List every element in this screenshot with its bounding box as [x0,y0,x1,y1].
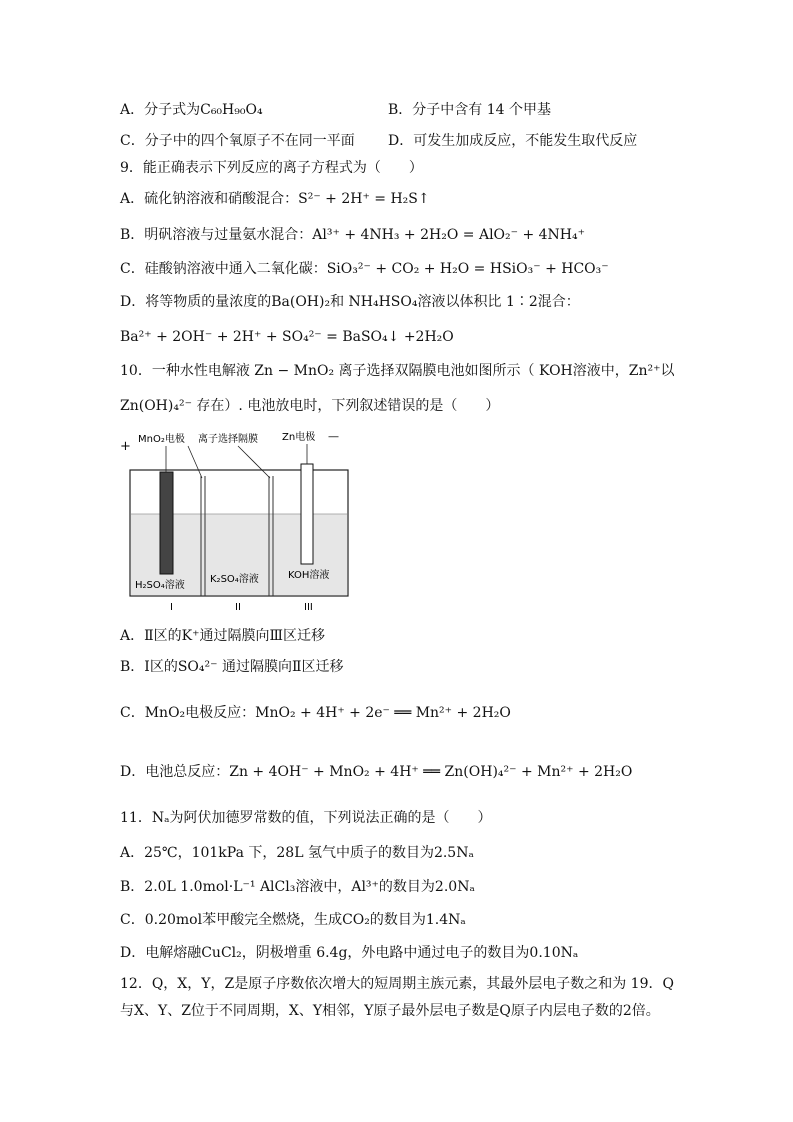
mno2-electrode [160,472,173,574]
q9-option-c: C．硅酸钠溶液中通入二氧化碳：SiO₃²⁻ + CO₂ + H₂O = HSiO₃⁻ + HCO₃⁻ [120,261,609,277]
q10-stem-line2: Zn(OH)₄²⁻ 存在）. 电池放电时，下列叙述错误的是（ ） [120,398,500,414]
q8-option-d: D．可发生加成反应，不能发生取代反应 [388,133,638,149]
q9-option-a: A．硫化钠溶液和硝酸混合：S²⁻ + 2H⁺ = H₂S↑ [120,191,430,207]
q10-option-b: B．Ⅰ区的SO₄²⁻ 通过隔膜向Ⅱ区迁移 [120,659,344,675]
zn-electrode-label: Zn电极 [282,432,316,443]
q8-option-a: A．分子式为C₆₀H₉₀O₄ [120,102,263,118]
zone-3-label: III [304,602,313,613]
q9-stem: 9．能正确表示下列反应的离子方程式为（ ） [120,160,423,176]
zn-electrode [301,464,313,564]
negative-terminal: — [328,430,339,443]
q9-option-b: B．明矾溶液与过量氨水混合：Al³⁺ + 4NH₃ + 2H₂O = AlO₂⁻ + 4NH₄⁺ [120,227,586,243]
zone-1-label: I [170,602,173,613]
q8-option-c: C．分子中的四个氧原子不在同一平面 [120,133,355,149]
q12-line2: 与X、Y、Z位于不同周期，X、Y相邻，Y原子最外层电子数是Q原子内层电子数的2倍。 [120,1003,660,1019]
q10-option-c: C．MnO₂电极反应：MnO₂ + 4H⁺ + 2e⁻ ══ Mn²⁺ + 2H₂O [120,705,511,721]
q11-stem: 11．Nₐ为阿伏加德罗常数的值，下列说法正确的是（ ） [120,810,492,826]
q10-option-d: D．电池总反应：Zn + 4OH⁻ + MnO₂ + 4H⁺ ══ Zn(OH)₄²⁻ + Mn²⁺ + 2H₂O [120,764,633,780]
battery-diagram [118,428,358,614]
k2so4-solution-label: K₂SO₄溶液 [210,574,259,585]
q9-option-d-equation: Ba²⁺ + 2OH⁻ + 2H⁺ + SO₄²⁻ = BaSO₄↓ +2H₂O [120,329,454,345]
q11-option-a: A．25℃，101kPa 下，28L 氢气中质子的数目为2.5Nₐ [120,845,474,861]
q11-option-b: B．2.0L 1.0mol·L⁻¹ AlCl₃溶液中，Al³⁺的数目为2.0Nₐ [120,879,475,895]
koh-solution-label: KOH溶液 [288,570,330,581]
q8-option-b: B．分子中含有 14 个甲基 [388,102,552,118]
q11-option-d: D．电解熔融CuCl₂，阴极增重 6.4g，外电路中通过电子的数目为0.10Nₐ [120,945,579,961]
q12-line1: 12．Q，X，Y，Z是原子序数依次增大的短周期主族元素，其最外层电子数之和为 19．Q [120,976,674,992]
membrane-label: 离子选择隔膜 [198,434,258,445]
q11-option-c: C．0.20mol苯甲酸完全燃烧，生成CO₂的数目为1.4Nₐ [120,912,466,928]
q10-option-a: A．Ⅱ区的K⁺通过隔膜向Ⅲ区迁移 [120,628,325,644]
h2so4-solution-label: H₂SO₄溶液 [135,580,185,591]
positive-terminal: + [120,439,131,454]
q10-stem-line1: 10．一种水性电解液 Zn − MnO₂ 离子选择双隔膜电池如图所示（ KOH溶液中，Zn²⁺以 [120,363,675,379]
mno2-electrode-label: MnO₂电极 [138,434,185,445]
q9-option-d: D．将等物质的量浓度的Ba(OH)₂和 NH₄HSO₄溶液以体积比 1∶2混合： [120,294,580,310]
zone-2-label: II [235,602,241,613]
